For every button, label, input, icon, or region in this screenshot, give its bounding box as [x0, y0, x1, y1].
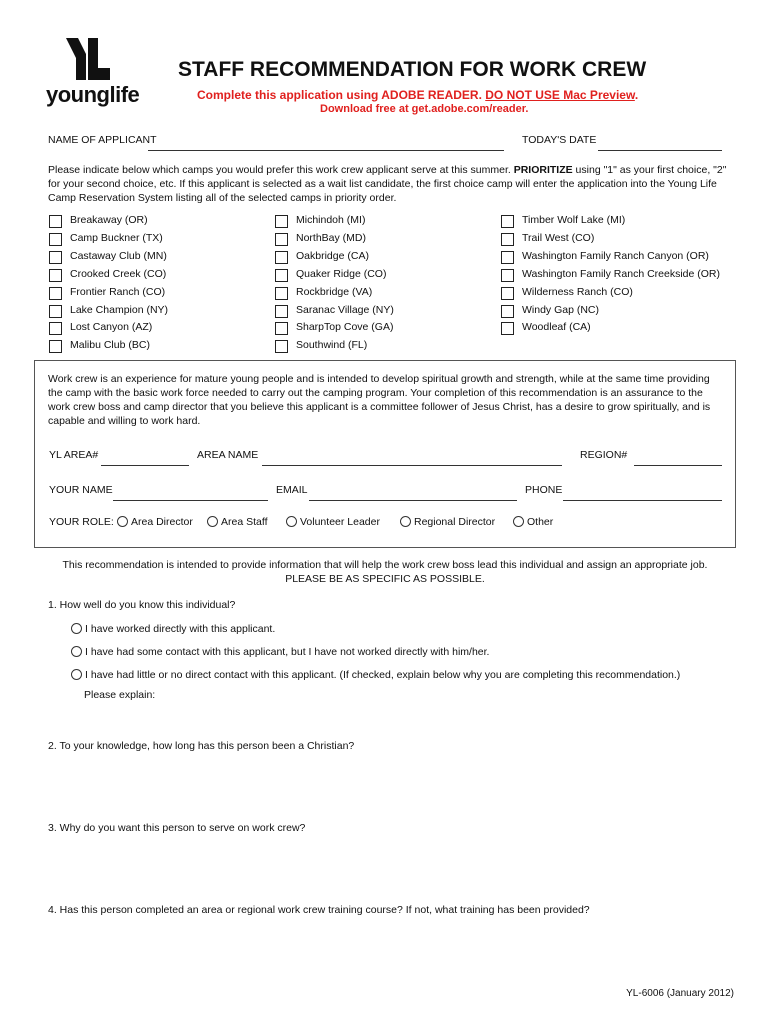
role-option-area-director[interactable]: Area Director	[117, 514, 193, 528]
camp-label: Breakaway (OR)	[70, 214, 148, 226]
camp-label: Malibu Club (BC)	[70, 339, 150, 352]
form-code: YL-6006 (January 2012)	[626, 988, 734, 999]
q1-explain-field[interactable]	[84, 704, 724, 734]
radio-icon[interactable]	[71, 623, 82, 634]
region-label: REGION#	[580, 449, 628, 461]
area-name-label: AREA NAME	[197, 449, 259, 461]
q1-option-little-contact[interactable]: I have had little or no direct contact with this applicant. (If checked, explain below why you are completing this recommendation.)	[71, 667, 680, 681]
applicant-name-field[interactable]	[148, 150, 504, 151]
camp-label: Oakbridge (CA)	[296, 249, 369, 262]
camp-label: Crooked Creek (CO)	[70, 267, 167, 280]
camp-label: Windy Gap (NC)	[522, 303, 600, 316]
mac-warning: DO NOT USE Mac Preview	[485, 88, 635, 102]
email-label: EMAIL	[276, 484, 308, 496]
work-crew-description: Work crew is an experience for mature young people and is intended to develop spiritual growth and strength, while at the same time providing the camp with the basic work force needed to carry out the camping program. Your completion of this recommendation is an assurance to the work crew boss and camp director that you believe this applicant is a committee follower of Jesus Christ, has a desire to grow spiritually, and is capable and willing to work hard.	[48, 373, 711, 427]
adobe-instruction: Complete this application using ADOBE READER. DO NOT USE Mac Preview.	[197, 88, 639, 102]
todays-date-label: TODAY'S DATE	[522, 134, 597, 146]
your-role-label: YOUR ROLE:	[49, 516, 114, 528]
camp-label: Timber Wolf Lake (MI)	[522, 214, 626, 226]
radio-icon[interactable]	[117, 516, 128, 527]
camp-checkbox[interactable]	[501, 287, 514, 300]
camp-checkbox[interactable]	[49, 322, 62, 335]
phone-field[interactable]	[563, 500, 722, 501]
radio-icon[interactable]	[71, 669, 82, 680]
radio-icon[interactable]	[513, 516, 524, 527]
phone-label: PHONE	[525, 484, 563, 496]
question-1: 1. How well do you know this individual?	[48, 599, 236, 611]
camp-checkbox[interactable]	[49, 215, 62, 228]
camp-label: Washington Family Ranch Canyon (OR)	[522, 249, 709, 262]
radio-icon[interactable]	[400, 516, 411, 527]
camp-checkbox[interactable]	[501, 233, 514, 246]
applicant-name-label: NAME OF APPLICANT	[48, 134, 157, 146]
yl-area-label: YL AREA#	[49, 449, 99, 461]
camp-label: Lake Champion (NY)	[70, 303, 169, 316]
camp-checkbox[interactable]	[275, 215, 288, 228]
camp-checkbox[interactable]	[49, 340, 62, 353]
role-option-other[interactable]: Other	[513, 514, 553, 528]
camp-label: Saranac Village (NY)	[296, 303, 394, 316]
camp-checkbox[interactable]	[275, 340, 288, 353]
area-name-field[interactable]	[262, 465, 562, 466]
camp-checkbox[interactable]	[49, 233, 62, 246]
camp-checkbox[interactable]	[49, 305, 62, 318]
your-name-field[interactable]	[113, 500, 268, 501]
camp-checkbox[interactable]	[275, 322, 288, 335]
role-option-regional-director[interactable]: Regional Director	[400, 514, 495, 528]
camp-checkbox[interactable]	[49, 251, 62, 264]
region-field[interactable]	[634, 465, 722, 466]
camp-checkbox[interactable]	[501, 269, 514, 282]
camp-label: Frontier Ranch (CO)	[70, 285, 166, 298]
camp-checkbox[interactable]	[275, 233, 288, 246]
camp-checkbox[interactable]	[49, 269, 62, 282]
camp-label: Trail West (CO)	[522, 231, 595, 244]
recommendation-intro: This recommendation is intended to provide information that will help the work crew boss lead this individual and assign an appropriate job. PLEASE BE AS SPECIFIC AS POSSIBLE.	[62, 559, 708, 585]
camp-checkbox[interactable]	[275, 287, 288, 300]
your-name-label: YOUR NAME	[49, 484, 113, 496]
radio-icon[interactable]	[286, 516, 297, 527]
radio-icon[interactable]	[71, 646, 82, 657]
q1-explain-label: Please explain:	[84, 689, 156, 701]
logo-wordmark: younglife	[46, 82, 140, 107]
camp-label: Castaway Club (MN)	[70, 249, 167, 262]
role-option-volunteer-leader[interactable]: Volunteer Leader	[286, 514, 380, 528]
role-option-area-staff[interactable]: Area Staff	[207, 514, 268, 528]
camp-checkbox[interactable]	[501, 305, 514, 318]
camp-checkbox[interactable]	[501, 251, 514, 264]
camp-instructions: Please indicate below which camps you would prefer this work crew applicant serve at this summer. PRIORITIZE using "1" as your first choice, "2" for your second choice, etc. If this applicant is selected as a wait list candidate, the first choice camp will enter the application into the Young Life Camp Reservation System listing all of the selected camps in priority order.	[48, 164, 727, 204]
question-4-answer-field[interactable]	[48, 920, 728, 980]
question-4: 4. Has this person completed an area or regional work crew training course? If not, what training has been provided?	[48, 904, 590, 916]
camp-checkbox[interactable]	[275, 269, 288, 282]
camp-column-3	[501, 213, 736, 357]
download-note: Download free at get.adobe.com/reader.	[320, 103, 529, 115]
page-title: STAFF RECOMMENDATION FOR WORK CREW	[178, 58, 647, 81]
camp-column-1	[49, 213, 259, 357]
camp-label: Rockbridge (VA)	[296, 285, 373, 298]
camp-checkbox[interactable]	[501, 322, 514, 335]
camp-label: NorthBay (MD)	[296, 231, 367, 244]
camp-label: Southwind (FL)	[296, 339, 368, 352]
camp-checkbox[interactable]	[49, 287, 62, 300]
camp-label: Washington Family Ranch Creekside (OR)	[522, 267, 721, 280]
camp-label: Camp Buckner (TX)	[70, 231, 163, 244]
camp-label: SharpTop Cove (GA)	[296, 321, 394, 334]
question-3: 3. Why do you want this person to serve on work crew?	[48, 822, 306, 834]
yl-mark-icon	[64, 38, 126, 80]
younglife-logo	[46, 38, 146, 108]
camp-label: Wilderness Ranch (CO)	[522, 285, 633, 298]
camp-checkbox[interactable]	[501, 215, 514, 228]
camp-label: Lost Canyon (AZ)	[70, 321, 153, 334]
question-2-answer-field[interactable]	[48, 756, 728, 816]
email-field[interactable]	[309, 500, 517, 501]
radio-icon[interactable]	[207, 516, 218, 527]
camp-label: Quaker Ridge (CO)	[296, 267, 387, 280]
camp-checkbox[interactable]	[275, 305, 288, 318]
q1-option-some-contact[interactable]: I have had some contact with this applicant, but I have not worked directly with him/her.	[71, 644, 489, 658]
camp-column-2	[275, 213, 485, 357]
camp-label: Michindoh (MI)	[296, 214, 366, 226]
question-2: 2. To your knowledge, how long has this person been a Christian?	[48, 740, 355, 752]
yl-area-field[interactable]	[101, 465, 189, 466]
camp-label: Woodleaf (CA)	[522, 321, 591, 334]
camp-checkbox[interactable]	[275, 251, 288, 264]
q1-option-worked-directly[interactable]: I have worked directly with this applicant.	[71, 621, 275, 635]
todays-date-field[interactable]	[598, 150, 722, 151]
question-3-answer-field[interactable]	[48, 838, 728, 898]
